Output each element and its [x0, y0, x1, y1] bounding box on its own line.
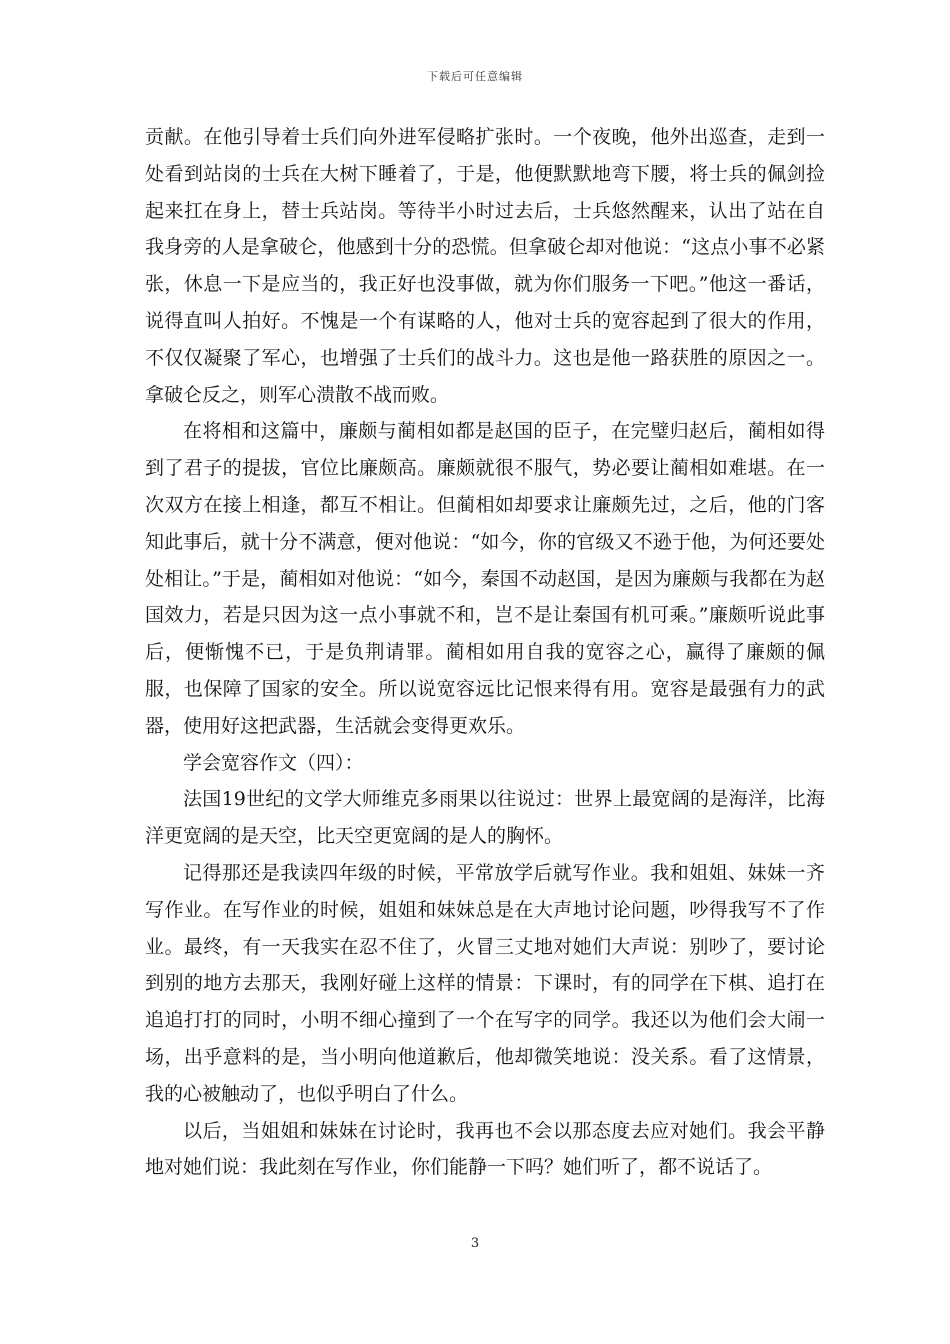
paragraph-napoleon: 贡献。在他引导着士兵们向外进军侵略扩张时。一个夜晚，他外出巡查，走到一处看到站岗的士兵在大树下睡着了，于是，他便默默地弯下腰，将士兵的佩剑捡起来扛在身上，替士兵站岗。等待半小时过去后，士兵悠然醒来，认出了站在自我身旁的人是拿破仑，他感到十分的恐慌。但拿破仑却对他说：“这点小事不必紧张，休息一下是应当的，我正好也没事做，就为你们服务一下吧。”他这一番话，说得直叫人拍好。不愧是一个有谋略的人，他对士兵的宽容起到了很大的作用，不仅仅凝聚了军心，也增强了士兵们的战斗力。这也是他一路获胜的原因之一。拿破仑反之，则军心溃散不战而败。	[145, 126, 825, 406]
paragraph-hugo-quote: 法国19世纪的文学大师维克多雨果以往说过：世界上最宽阔的是海洋，比海洋更宽阔的是天空，比天空更宽阔的是人的胸怀。	[145, 788, 825, 848]
document-body	[145, 119, 825, 1186]
paragraph-lianpo: 在将相和这篇中，廉颇与蔺相如都是赵国的臣子，在完璧归赵后，蔺相如得到了君子的提拔，官位比廉颇高。廉颇就很不服气，势必要让蔺相如难堪。在一次双方在接上相逢，都互不相让。但蔺相如却要求让廉颇先过，之后，他的门客知此事后，就十分不满意，便对他说：“如今，你的官级又不逊于他，为何还要处处相让。”于是，蔺相如对他说：“如今，秦国不动赵国，是因为廉颇与我都在为赵国效力，若是只因为这一点小事就不和，岂不是让秦国有机可乘。”廉颇听说此事后，便惭愧不已，于是负荆请罪。蔺相如用自我的宽容之心，赢得了廉颇的佩服，也保障了国家的安全。所以说宽容远比记恨来得有用。宽容是最强有力的武器，使用好这把武器，生活就会变得更欢乐。	[145, 420, 825, 737]
paragraph-memory: 记得那还是我读四年级的时候，平常放学后就写作业。我和姐姐、妹妹一齐写作业。在写作业的时候，姐姐和妹妹总是在大声地讨论问题，吵得我写不了作业。最终，有一天我实在忍不住了，火冒三丈地对她们大声说：别吵了，要讨论到别的地方去那天，我刚好碰上这样的情景：下课时，有的同学在下棋、追打在追追打打的同时，小明不细心撞到了一个在写字的同学。我还以为他们会大闹一场，出乎意料的是，当小明向他道歉后，他却微笑地说：没关系。看了这情景，我的心被触动了，也似乎明白了什么。	[145, 861, 825, 1105]
section-heading: 学会宽容作文（四）：	[183, 751, 364, 774]
paragraph-conclusion: 以后，当姐姐和妹妹在讨论时，我再也不会以那态度去应对她们。我会平静地对她们说：我此刻在写作业，你们能静一下吗？她们听了，都不说话了。	[145, 1119, 825, 1179]
page-header: 下载后可任意编辑	[427, 70, 523, 83]
page-number: 3	[470, 1236, 480, 1251]
